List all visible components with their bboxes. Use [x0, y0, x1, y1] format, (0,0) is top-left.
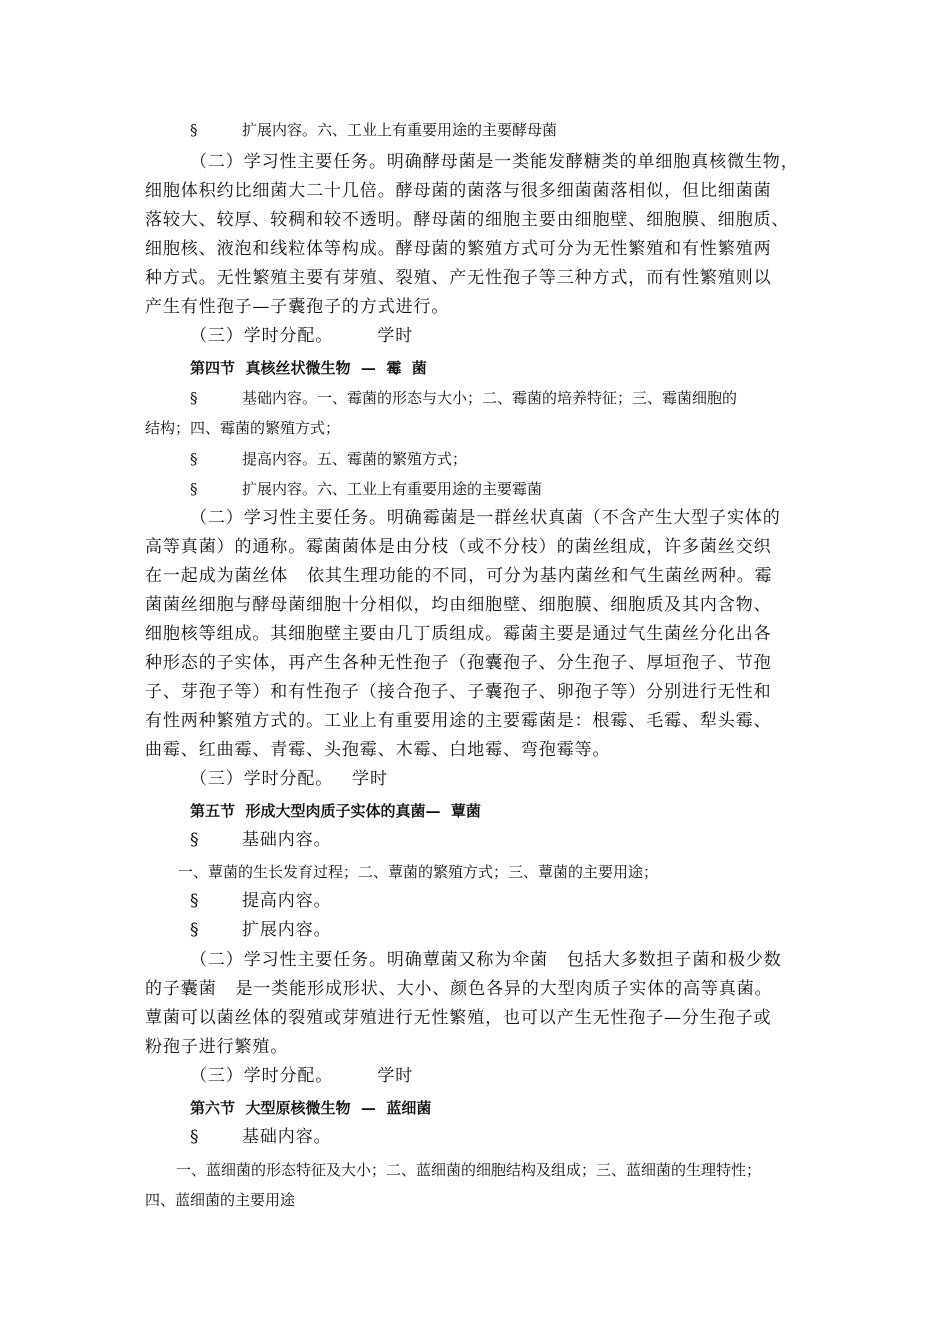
- basic-content: [190, 388, 737, 408]
- section-sign: §: [190, 920, 200, 940]
- section-sign: §: [190, 830, 200, 850]
- basic-content: [190, 830, 332, 850]
- paragraph-line: 四、蓝细菌的主要用途: [145, 1191, 296, 1209]
- section-sign: §: [190, 891, 200, 911]
- paragraph-line: 种方式。无性繁殖主要有芽殖、裂殖、产无性孢子等三种方式，而有性繁殖则以: [145, 268, 772, 288]
- section-sign: §: [190, 480, 198, 498]
- paragraph-line: 菌菌丝细胞与酵母菌细胞十分相似，均由细胞壁、细胞膜、细胞质及其内含物、: [145, 595, 772, 615]
- paragraph-line: （二）学习性主要任务。明确酵母菌是一类能发酵糖类的单细胞真核微生物，: [190, 152, 799, 172]
- advanced-content: [190, 449, 467, 469]
- line-text: 基础内容。: [242, 830, 332, 850]
- hours-allocation: （三）学时分配。 学时: [190, 1066, 414, 1086]
- paragraph-line: 高等真菌）的通称。霉菌菌体是由分枝（或不分枝）的菌丝组成，许多菌丝交织: [145, 537, 772, 557]
- extension-content: [190, 920, 332, 940]
- line-text: 扩展内容。六、工业上有重要用途的主要酵母菌: [242, 121, 558, 139]
- section-sign: §: [190, 1127, 200, 1147]
- paragraph-line: （二）学习性主要任务。明确蕈菌又称为伞菌 包括大多数担子菌和极少数: [190, 950, 782, 970]
- line-text: 扩展内容。: [242, 920, 332, 940]
- paragraph-line: 一、蓝细菌的形态特征及大小；二、蓝细菌的细胞结构及组成；三、蓝细菌的生理特性；: [176, 1161, 762, 1179]
- paragraph-line: 曲霉、红曲霉、青霉、头孢霉、木霉、白地霉、弯孢霉等。: [145, 740, 611, 760]
- advanced-content: [190, 891, 332, 911]
- paragraph-line: 有性两种繁殖方式的。工业上有重要用途的主要霉菌是：根霉、毛霉、犁头霉、: [145, 711, 772, 731]
- hours-allocation: （三）学时分配。 学时: [190, 769, 388, 789]
- section-heading: 第四节 真核丝状微生物 — 霉 菌: [190, 359, 427, 377]
- extension-content-yeast: [190, 120, 557, 140]
- paragraph-line: 的子囊菌 是一类能形成形状、大小、颜色各异的大型肉质子实体的高等真菌。: [145, 979, 773, 999]
- paragraph-line: 在一起成为菌丝体 依其生理功能的不同，可分为基内菌丝和气生菌丝两种。霉: [145, 566, 773, 586]
- paragraph-line: 细胞体积约比细菌大二十几倍。酵母菌的菌落与很多细菌菌落相似，但比细菌菌: [145, 181, 772, 201]
- paragraph-line: 细胞核等组成。其细胞壁主要由几丁质组成。霉菌主要是通过气生菌丝分化出各: [145, 624, 772, 644]
- line-text: 扩展内容。六、工业上有重要用途的主要霉菌: [242, 480, 543, 498]
- line-text: 提高内容。五、霉菌的繁殖方式；: [242, 450, 468, 468]
- section-sign: §: [190, 450, 198, 468]
- line-text: 基础内容。: [242, 1127, 332, 1147]
- line-text: 提高内容。: [242, 891, 332, 911]
- paragraph-line: 蕈菌可以菌丝体的裂殖或芽殖进行无性繁殖，也可以产生无性孢子—分生孢子或: [145, 1008, 772, 1028]
- section-sign: §: [190, 389, 198, 407]
- paragraph-line: 结构；四、霉菌的繁殖方式；: [145, 419, 341, 437]
- paragraph-line: 产生有性孢子—子囊孢子的方式进行。: [145, 297, 450, 317]
- hours-allocation: （三）学时分配。 学时: [190, 326, 414, 346]
- extension-content: [190, 479, 542, 499]
- line-text: 基础内容。一、霉菌的形态与大小；二、霉菌的培养特征；三、霉菌细胞的: [242, 389, 738, 407]
- paragraph-line: 一、蕈菌的生长发育过程；二、蕈菌的繁殖方式；三、蕈菌的主要用途；: [178, 863, 659, 881]
- section-sign: §: [190, 121, 198, 139]
- paragraph-line: 落较大、较厚、较稠和较不透明。酵母菌的细胞主要由细胞壁、细胞膜、细胞质、: [145, 210, 790, 230]
- paragraph-line: （二）学习性主要任务。明确霉菌是一群丝状真菌（不含产生大型子实体的: [190, 508, 781, 528]
- section-heading: 第六节 大型原核微生物 — 蓝细菌: [190, 1099, 432, 1117]
- paragraph-line: 细胞核、液泡和线粒体等构成。酵母菌的繁殖方式可分为无性繁殖和有性繁殖两: [145, 239, 772, 259]
- paragraph-line: 子、芽孢子等）和有性孢子（接合孢子、子囊孢子、卵孢子等）分别进行无性和: [145, 682, 772, 702]
- paragraph-line: 粉孢子进行繁殖。: [145, 1037, 289, 1057]
- section-heading: 第五节 形成大型肉质子实体的真菌— 蕈菌: [190, 802, 481, 820]
- basic-content: [190, 1127, 332, 1147]
- paragraph-line: 种形态的子实体，再产生各种无性孢子（孢囊孢子、分生孢子、厚垣孢子、节孢: [145, 653, 772, 673]
